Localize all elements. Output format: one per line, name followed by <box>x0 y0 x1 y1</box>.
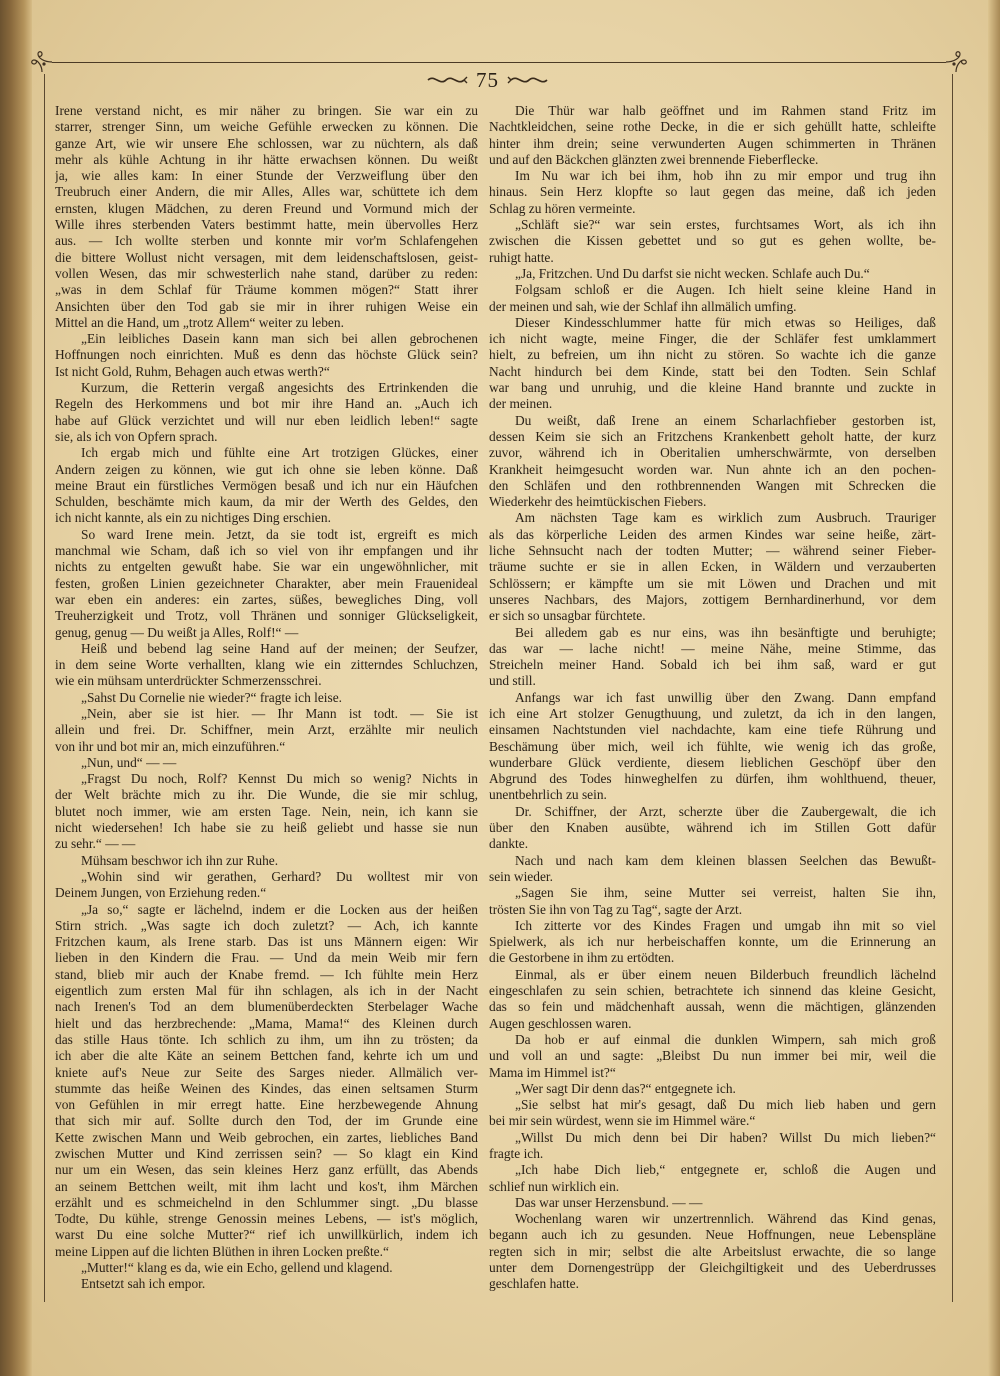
text-line: unter dem Dornengestrüpp der Gleichgiltigkeit und des Ueberdrusses <box>489 1260 936 1276</box>
text-line: Streicheln meiner Hand. Sobald ich bei ihm saß, ward er gut <box>489 657 936 673</box>
text-line: Stirn strich. „Was sagte ich doch zuletzt? — Ach, ich kannte <box>55 917 478 933</box>
text-line: Ist nicht Gold, Ruhm, Behagen auch etwas werth?“ <box>55 363 330 379</box>
paragraph <box>489 510 936 624</box>
text-line: Nach und nach kam dem kleinen blassen Seelchen das Bewußt- <box>515 852 936 868</box>
paragraph <box>489 967 936 1032</box>
text-line: hielt, zu befreien, um ihn nicht zu stören. So wachte ich die ganze <box>489 347 936 363</box>
text-line: geschlafen hatte. <box>489 1276 579 1292</box>
text-line: der meinen und sah, wie der Schlaf ihn allmälich umfing. <box>489 298 797 314</box>
text-line: dessen Keim sie sich an Fritzchens Krankenbett geholt hatte, der kurz <box>489 428 936 444</box>
paragraph <box>55 690 478 706</box>
text-line: sie, als ich von Opfern sprach. <box>55 428 218 444</box>
paragraph <box>55 331 478 380</box>
paragraph <box>489 1130 936 1163</box>
text-line: liche Sehnsucht nach der todten Mutter; — während seiner Fieber- <box>489 543 936 559</box>
text-line: der Welt brächte mich zu ihr. Die Wunde, die sie mir schlug, <box>55 787 478 803</box>
text-line: „Willst Du mich denn bei Dir haben? Willst Du mich lieben?“ <box>515 1129 936 1145</box>
paragraph <box>489 625 936 690</box>
page-header <box>400 66 575 94</box>
left-column <box>55 103 478 1293</box>
text-line: stand, blieb mir auch der Knabe fremd. — Ich fühlte mein Herz <box>55 966 478 982</box>
text-line: das war — lache nicht! — meine Nähe, meine Stimme, das <box>489 640 936 656</box>
text-line: von ihr und bot mir an, mich einzuführen.“ <box>55 738 286 754</box>
text-line: manchmal wie Scham, daß ich so viel von ihr empfangen und ihr <box>55 543 478 559</box>
text-line: that sich mir auf. Sollte durch den Tod, der im Grunde eine <box>55 1113 478 1129</box>
text-line: Heiß und bebend lag seine Hand auf der meinen; der Seufzer, <box>81 640 478 656</box>
text-line: er sich so unsagbar fürchtete. <box>489 608 646 624</box>
corner-ornament-left-icon <box>30 50 58 78</box>
text-line: sein wieder. <box>489 868 553 884</box>
text-line: Spielwerk, als ich nur herbeischaffen konnte, um die Erinnerung an <box>489 934 936 950</box>
text-line: die Gestorbene in ihm zu ertödten. <box>489 950 675 966</box>
text-line: regten sich in mir; selbst die alte Arbeitslust erwachte, die so lange <box>489 1243 936 1259</box>
paragraph <box>55 902 478 1261</box>
text-line: von Gefühlen in mir erregt hatte. Eine herzbewegende Ahnung <box>55 1097 478 1113</box>
text-line: hinaus. Sein Herz klopfte so laut gegen das meine, daß ich jeden <box>489 184 936 200</box>
paragraph <box>489 853 936 886</box>
text-line: der meinen. <box>489 396 553 412</box>
text-line: „Ja so,“ sagte er lächelnd, indem er die Locken aus der heißen <box>81 901 478 917</box>
text-line: wie ein mühsam unterdrückter Schmerzensschrei. <box>55 673 322 689</box>
paragraph <box>489 1081 936 1097</box>
text-line: erzählt und es schmeichelnd in den Schlummer singt. „Du blasse <box>55 1194 478 1210</box>
text-line: warst Du eine solche Mutter?“ rief ich unwillkürlich, indem ich <box>55 1227 478 1243</box>
text-line: eigentlich zum ersten Mal für ihn schlagen, als ich in der Nacht <box>55 983 478 999</box>
text-line: mehr als kühle Achtung in ihr hätte erwachsen können. Du weißt <box>55 151 478 167</box>
text-line: Mühsam beschwor ich ihn zur Ruhe. <box>81 852 279 868</box>
paragraph <box>489 168 936 217</box>
text-line: zu sehr.“ — — <box>55 836 136 852</box>
text-line: nichts zu entgelten gewußt habe. Sie war ein ungewöhnlicher, mit <box>55 559 478 575</box>
paragraph <box>489 885 936 918</box>
text-line: Dieser Kindesschlummer hatte für mich etwas so Heiliges, daß <box>515 314 936 330</box>
text-line: den Schläfen und den rothbrennenden Wangen mit Schrecken die <box>489 477 936 493</box>
text-line: Andern zeigen zu können, wie gut ich ohne sie leben könne. Daß <box>55 461 478 477</box>
text-line: das stille Haus tönte. Ich schlich zu ihm, um ihn zu trösten; da <box>55 1031 478 1047</box>
paragraph <box>489 1032 936 1081</box>
text-line: Schlössern; er kämpfte um sie mit Löwen und Drachen und mit <box>489 575 936 591</box>
text-line: Wiederkehr des heimtückischen Fiebers. <box>489 494 707 510</box>
text-line: und auf den Bäckchen glänzten zwei brennende Fieberflecke. <box>489 151 819 167</box>
paragraph <box>489 1097 936 1130</box>
paragraph <box>55 1260 478 1276</box>
text-line: in dem seine Worte verhallten, klang wie ein zitterndes Schluchzen, <box>55 657 478 673</box>
text-line: „Mutter!“ klang es da, wie ein Echo, gellend und klagend. <box>81 1260 393 1276</box>
text-line: meine Braut ein fürstliches Vermögen besaß und ich nur ein Häufchen <box>55 477 478 493</box>
paragraph <box>489 1162 936 1195</box>
text-line: ich nicht wagte, meine Finger, die der Schläfer fest umklammert <box>489 331 936 347</box>
text-line: meine Lippen auf die lichten Blüthen in ihren Locken preßte.“ <box>55 1243 389 1259</box>
text-line: Die Thür war halb geöffnet und im Rahmen stand Fritz im <box>515 103 936 118</box>
text-line: Dr. Schiffner, der Arzt, scherzte über die Zaubergewalt, die ich <box>515 803 936 819</box>
text-line: So ward Irene mein. Jetzt, da sie todt ist, ergreift es mich <box>81 526 478 542</box>
text-line: Im Nu war ich bei ihm, hob ihn zu mir empor und trug ihn <box>515 168 936 184</box>
text-line: das so fein und mädchenhaft aussah, wenn die mächtigen, glänzenden <box>489 999 936 1015</box>
text-line: „Wohin sind wir gerathen, Gerhard? Du wolltest mir von <box>81 868 478 884</box>
paragraph <box>489 1195 936 1211</box>
text-line: ich aber die alte Käte an seinem Bettchen fand, kehrte ich um und <box>55 1048 478 1064</box>
text-line: fragte ich. <box>489 1146 544 1161</box>
text-line: habe auf Glück verzichtet und will nur eben leidlich leben!“ sagte <box>55 412 478 428</box>
text-line: „Ein leibliches Dasein kann man sich bei allen gebrochenen <box>81 331 478 347</box>
text-line: Wochenlang waren wir unzertrennlich. Während das Kind genas, <box>515 1211 936 1227</box>
paragraph <box>489 217 936 266</box>
text-line: „Ich habe Dich lieb,“ entgegnete er, schloß die Augen und <box>515 1162 936 1178</box>
text-line: vollen Wesen, das mir schwesterlich nahe stand, darüber zu reden: <box>55 265 478 281</box>
paragraph <box>489 266 936 282</box>
page-right-edge <box>988 0 1000 1376</box>
paragraph <box>55 1276 478 1292</box>
paragraph <box>489 804 936 853</box>
text-line: Hoffnungen noch einrichten. Muß es denn das höchste Glück sein? <box>55 347 478 363</box>
paragraph <box>489 918 936 967</box>
corner-ornament-right-icon <box>940 50 968 78</box>
text-line: Abgrund des Todes hinweghelfen zu dürfen, ihm wohlthuend, theuer, <box>489 771 936 787</box>
text-line: genug, genug — Du weißt ja Alles, Rolf!“ — <box>55 624 299 640</box>
text-line: nicht wiedersehen! Ich habe sie zu heiß geliebt und hasse sie nun <box>55 820 478 836</box>
text-line: ich eine Art stolzer Genugthuung, und zuletzt, da ich in den langen, <box>489 705 936 721</box>
paragraph <box>489 282 936 315</box>
text-line: hielt und das herzbrechende: „Mama, Mama!“ des Kleinen durch <box>55 1015 478 1031</box>
text-line: allein und frei. Dr. Schiffner, mein Arzt, erzählte mir neulich <box>55 722 478 738</box>
text-line: Todte, Du kühle, strenge Genossin meines Lebens, — ist's möglich, <box>55 1211 478 1227</box>
text-line: die bittere Wollust nicht versagen, mit dem leidenschaftslosen, geist- <box>55 249 478 265</box>
text-line: aus. — Ich wollte sterben und konnte mir vor'm Schlafengehen <box>55 233 478 249</box>
text-line: festen, großen Linien gezeichneter Charakter, aber mein Frauenideal <box>55 575 478 591</box>
text-line: Regeln des Herkommens und bot mir ihre Hand an. „Auch ich <box>55 396 478 412</box>
text-line: Treubruch einer Andern, die mir Alles, Alles war, schüttete ich dem <box>55 184 478 200</box>
text-line: „was in dem Schlaf für Träume kommen mögen?“ Statt ihrer <box>55 282 478 298</box>
paragraph <box>55 380 478 445</box>
page-number-ornament-left-icon <box>426 73 468 87</box>
text-line: Nacht hindurch bei dem Kinde, statt bei den Todten. Sein Schlaf <box>489 363 936 379</box>
text-line: stummte das heiße Weinen des Kindes, das einen seltsamen Sturm <box>55 1080 478 1096</box>
text-line: und voll an und sagte: „Bleibst Du nun immer bei mir, weil die <box>489 1048 936 1064</box>
text-line: Bei alledem gab es nur eins, was ihn besänftigte und beruhigte; <box>515 624 936 640</box>
text-line: Schulden, beschämte mich kaum, da mir der Werth des Geldes, den <box>55 494 478 510</box>
text-line: schlief nun wirklich ein. <box>489 1178 620 1194</box>
text-line: Am nächsten Tage kam es wirklich zum Ausbruch. Trauriger <box>515 510 936 526</box>
text-line: einsamen Nachtstunden viel nachdachte, kam eine tiefe Rührung und <box>489 722 936 738</box>
book-binding-edge <box>0 0 32 1376</box>
text-line: bei mir sein würdest, wenn sie im Himmel wäre.“ <box>489 1113 756 1129</box>
paragraph <box>489 413 936 511</box>
text-line: Nachtkleidchen, seine rothe Decke, in die er sich gehüllt hatte, schleifte <box>489 119 936 135</box>
paragraph <box>55 445 478 526</box>
paragraph <box>55 527 478 641</box>
text-line: war eben ein anderes: ein zartes, süßes, bewegliches Ding, voll <box>55 591 478 607</box>
text-line: Du weißt, daß Irene an einem Scharlachfieber gestorben ist, <box>515 412 936 428</box>
text-line: Schlag zu hören vermeinte. <box>489 200 636 216</box>
text-line: starrer, strenger Sinn, um weiche Gefühle erwecken zu können. Die <box>55 119 478 135</box>
text-line: Kurzum, die Retterin vergaß angesichts des Ertrinkenden die <box>81 380 478 396</box>
paragraph <box>55 853 478 869</box>
text-line: Entsetzt sah ich empor. <box>81 1276 206 1292</box>
text-line: „Ja, Fritzchen. Und Du darfst sie nicht wecken. Schlafe auch Du.“ <box>515 265 870 281</box>
text-line: Mittel an die Hand, um „trotz Allem“ weiter zu leben. <box>55 314 344 330</box>
text-line: „Fragst Du noch, Rolf? Kennst Du mich so wenig? Nichts in <box>81 771 478 787</box>
text-line: „Sahst Du Cornelie nie wieder?“ fragte ich leise. <box>81 689 343 705</box>
paragraph <box>55 641 478 690</box>
text-line: „Wer sagt Dir denn das?“ entgegnete ich. <box>515 1080 736 1096</box>
paragraph <box>489 1211 936 1292</box>
text-line: Ansichten über den Tod gab sie mir in ihrer ruhigen Weise ein <box>55 298 478 314</box>
text-line: ruhigt hatte. <box>489 249 554 265</box>
right-frame-rule <box>952 74 953 1302</box>
text-line: zwischen Mutter und Kind zerrissen sein? — So klagt ein Kind <box>55 1146 478 1161</box>
text-line: Augen geschlossen waren. <box>489 1015 632 1031</box>
text-line: lieben in den Kindern die Frau. — Und da mein Weib mir fern <box>55 950 478 966</box>
text-line: über den Knaben ausübte, während ich im Stillen Gott dafür <box>489 820 936 836</box>
text-line: blutet noch immer, wie am ersten Tage. Nein, nein, ich kann sie <box>55 803 478 819</box>
text-line: Irene verstand nicht, es mir näher zu bringen. Sie war ein zu <box>55 103 478 118</box>
text-line: hinter ihm drein; seine verwunderten Augen schimmerten in Thränen <box>489 135 936 151</box>
text-line: als das körperliche Leiden des armen Kindes war seine heiße, zärt- <box>489 526 936 542</box>
text-line: „Sie selbst hat mir's gesagt, daß Du mich lieb haben und gern <box>515 1097 936 1113</box>
paragraph <box>489 315 936 413</box>
text-line: war bang und unruhig, und die kleine Hand brannte und zuckte in <box>489 380 936 396</box>
text-line: nach Irenen's Tod an dem blumenüberdeckten Sterbelager Wache <box>55 999 478 1015</box>
paragraph <box>55 755 478 771</box>
text-line: Beschämung über mich, weil ich fühlte, wie wenig ich das große, <box>489 738 936 754</box>
text-line: Krankheit heimgesucht worden war. Nun ahnte ich an den pochen- <box>489 461 936 477</box>
text-line: träume suchte er sie in allen Ecken, in Wäldern und verzauberten <box>489 559 936 575</box>
top-frame-rule <box>52 62 946 63</box>
text-line: „Nun, und“ — — <box>81 754 177 770</box>
text-line: begann auch ich zu gesunden. Neue Hoffnungen, neue Lebenspläne <box>489 1227 936 1243</box>
paragraph <box>55 103 478 331</box>
text-line: wunderbare Glück verdiente, diesem lieblichen Geschöpf über den <box>489 754 936 770</box>
text-line: dankte. <box>489 836 529 852</box>
text-line: ganze Art, wie wir unsere Ehe schlossen, war zu nüchtern, als daß <box>55 135 478 151</box>
text-line: Anfangs war ich fast unwillig über den Zwang. Dann empfand <box>515 689 936 705</box>
text-line: Mama im Himmel ist?“ <box>489 1064 616 1080</box>
paragraph <box>55 706 478 755</box>
text-line: ernsten, klugen Mädchen, zu deren Freund und Vormund mich der <box>55 200 478 216</box>
text-line: Ich ergab mich und fühlte eine Art trotzigen Glückes, einer <box>81 445 478 461</box>
text-line: nur um ein Wesen, das sein kleines Herz ganz erfüllt, das Abends <box>55 1162 478 1178</box>
text-line: Deinem Jungen, von Erziehung reden.“ <box>55 885 267 901</box>
paragraph <box>55 771 478 852</box>
text-line: Da hob er auf einmal die dunklen Wimpern, sah mich groß <box>515 1031 936 1047</box>
text-line: Fritzchen kaum, als Irene starb. Das ist uns Männern eigen: Wir <box>55 934 478 950</box>
text-line: „Nein, aber sie ist hier. — Ihr Mann ist todt. — Sie ist <box>81 705 478 721</box>
text-line: Ich zitterte vor des Kindes Fragen und umgab ihn mit so viel <box>515 917 936 933</box>
paragraph <box>489 103 936 168</box>
text-line: zwischen die Kissen gebettet und so gut es gehen wollte, be- <box>489 233 936 249</box>
text-line: unentbehrlich zu sein. <box>489 787 607 803</box>
paragraph <box>55 869 478 902</box>
page-number-ornament-right-icon <box>507 73 549 87</box>
text-line: „Schläft sie?“ war sein erstes, furchtsames Wort, als ich ihn <box>515 217 936 233</box>
text-line: Wille ihres sterbenden Vaters bestimmt hatte, mein übervolles Herz <box>55 217 478 233</box>
text-line: zuvor, während ich in Oberitalien umherschwärmte, von derselben <box>489 445 936 461</box>
text-line: trösten Sie ihn von Tag zu Tag“, sagte der Arzt. <box>489 901 743 917</box>
paragraph <box>489 690 936 804</box>
text-line: Das war unser Herzensbund. — — <box>515 1194 703 1210</box>
text-line: an seinem Bettchen weilt, mit ihm lacht und kos't, ihm Märchen <box>55 1178 478 1194</box>
text-line: Folgsam schloß er die Augen. Ich hielt seine kleine Hand in <box>515 282 936 298</box>
text-line: Treuherzigkeit und Trotz, voll Thränen und sonniger Glückseligkeit, <box>55 608 478 624</box>
text-line: ja, wie alles kam: In einer Stunde der Verzweiflung über den <box>55 168 478 184</box>
text-line: eingeschlafen zu sein schien, betrachtete ich sinnend das kleine Gesicht, <box>489 983 936 999</box>
text-line: kniete auf's Neue zur Seite des Sarges nieder. Allmälich ver- <box>55 1064 478 1080</box>
text-line: Einmal, als er über einem neuen Bilderbuch freundlich lächelnd <box>515 966 936 982</box>
text-line: ich nicht kannte, als ein zu nichtiges Ding erschien. <box>55 510 331 526</box>
text-line: „Sagen Sie ihm, seine Mutter sei verreist, halten Sie ihn, <box>515 885 936 901</box>
page-number: 75 <box>476 68 499 92</box>
right-column <box>489 103 936 1293</box>
text-line: Kette zwischen Mann und Weib gebrochen, ein zartes, liebliches Band <box>55 1129 478 1145</box>
text-line: und still. <box>489 673 536 689</box>
left-frame-rule <box>44 74 45 1302</box>
text-line: unseres Nachbars, des Majors, zottigem Bernhardinerhund, vor dem <box>489 591 936 607</box>
